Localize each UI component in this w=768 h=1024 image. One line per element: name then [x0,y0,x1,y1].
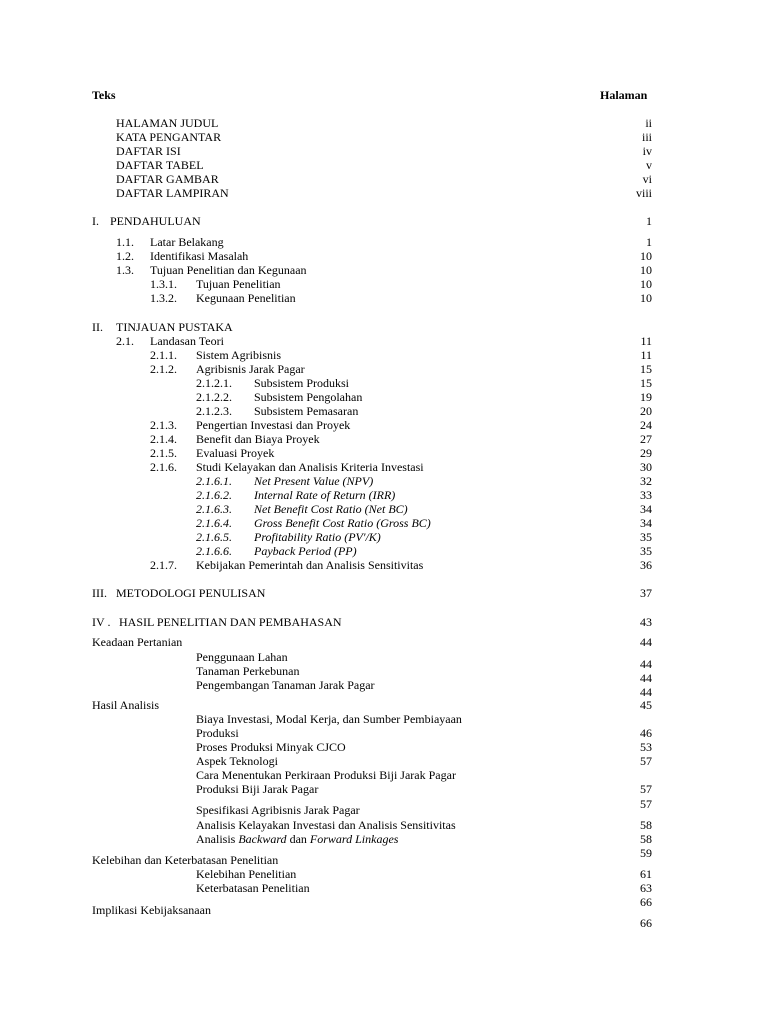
toc-entry-page: 15 [640,362,652,376]
toc-entry-number: 1.3.1. [150,277,177,291]
toc-entry-page: 34 [640,516,652,530]
toc-entry-page: viii [635,186,652,200]
toc-entry-title: Internal Rate of Return (IRR) [254,488,396,502]
toc-entry-title: Studi Kelayakan dan Analisis Kriteria Investasi [196,460,424,474]
toc-entry-title: Proses Produksi Minyak CJCO [196,740,346,754]
toc-entry-title: Subsistem Produksi [254,376,350,390]
toc-entry-title: Evaluasi Proyek [196,446,275,460]
toc-entry-number: III. [92,586,107,600]
toc-entry-page: 63 [640,881,652,895]
toc-entry-title: Kelebihan Penelitian [196,867,297,881]
toc-entry-page: 34 [640,502,652,516]
toc-entry-page: 1 [646,214,652,228]
toc-entry-page: 57 [640,797,652,811]
toc-entry-number: II. [92,320,103,334]
toc-entry-title: Keterbatasan Penelitian [196,881,310,895]
toc-entry-number: 2.1.6. [150,460,177,474]
toc-entry-page: 24 [640,418,652,432]
toc-entry-number: IV . [92,615,111,629]
toc-entry-number: 2.1.6.1. [196,474,232,488]
toc-entry-number: 2.1.6.6. [196,544,232,558]
toc-entry-page: 36 [640,558,652,572]
toc-entry-number: 2.1.4. [150,432,177,446]
toc-entry-page: 10 [640,249,652,263]
toc-entry-page: iv [642,144,652,158]
toc-entry-title: Produksi Biji Jarak Pagar [196,782,319,796]
toc-entry-title: Aspek Teknologi [196,754,278,768]
toc-entry-title: Analisis Kelayakan Investasi dan Analisis Sensitivitas [196,818,456,832]
toc-entry-page: 44 [640,635,652,649]
toc-entry-title: Gross Benefit Cost Ratio (Gross BC) [254,516,431,530]
toc-entry-title: Penggunaan Lahan [196,650,288,664]
toc-entry-title: HASIL PENELITIAN DAN PEMBAHASAN [119,615,342,629]
toc-entry-page: 27 [640,432,652,446]
toc-entry-number: 2.1.6.2. [196,488,232,502]
toc-entry-page: 35 [640,530,652,544]
toc-entry-page: 11 [640,334,652,348]
toc-entry-page: v [646,158,652,172]
toc-entry-title: Kegunaan Penelitian [196,291,296,305]
toc-entry-title: Cara Menentukan Perkiraan Produksi Biji Jarak Pagar [196,768,456,782]
toc-entry-page: vi [642,172,652,186]
toc-entry-page: 37 [640,586,652,600]
toc-entry-page: 20 [640,404,652,418]
toc-entry-page: 10 [640,263,652,277]
toc-entry-title: HALAMAN JUDUL [116,116,219,130]
toc-entry-page: 32 [640,474,652,488]
toc-entry-title: Agribisnis Jarak Pagar [196,362,305,376]
toc-entry-page: iii [641,130,652,144]
toc-entry-number: 2.1.2.2. [196,390,232,404]
toc-entry-page: 10 [640,277,652,291]
toc-entry-number: 2.1.2.3. [196,404,232,418]
toc-entry-title: Pengembangan Tanaman Jarak Pagar [196,678,375,692]
toc-entry-title: Tanaman Perkebunan [196,664,300,678]
toc-entry-page: 53 [640,740,652,754]
toc-entry-title: Net Benefit Cost Ratio (Net BC) [254,502,408,516]
toc-entry-page: 66 [640,916,652,930]
toc-entry-title: DAFTAR ISI [116,144,181,158]
toc-entry-number: 2.1.3. [150,418,177,432]
toc-entry-title: DAFTAR GAMBAR [116,172,219,186]
toc-entry-number: 1.3.2. [150,291,177,305]
toc-entry-title: Net Present Value (NPV) [254,474,374,488]
toc-entry-number: 1.1. [116,235,134,249]
toc-entry-page: 43 [640,615,652,629]
toc-entry-title: DAFTAR TABEL [116,158,204,172]
toc-entry-title: Identifikasi Masalah [150,249,249,263]
toc-entry-title: Implikasi Kebijaksanaan [92,903,211,917]
toc-entry-number: 2.1.2. [150,362,177,376]
header-teks: Teks [92,88,116,102]
toc-entry-number: 2.1.7. [150,558,177,572]
toc-entry-title: Landasan Teori [150,334,224,348]
toc-entry-page: 10 [640,291,652,305]
toc-entry-page: 46 [640,726,652,740]
toc-entry-title: PENDAHULUAN [110,214,201,228]
toc-entry-page: 58 [640,832,652,846]
toc-entry-page: 11 [640,348,652,362]
toc-entry-title: Hasil Analisis [92,698,160,712]
toc-entry-title: Benefit dan Biaya Proyek [196,432,320,446]
toc-entry-title: Sistem Agribisnis [196,348,282,362]
toc-entry-page: 19 [640,390,652,404]
toc-entry-title: METODOLOGI PENULISAN [116,586,266,600]
toc-entry-title: TINJAUAN PUSTAKA [116,320,233,334]
header-halaman: Halaman [600,88,648,102]
toc-entry-title: Kelebihan dan Keterbatasan Penelitian [92,853,279,867]
toc-entry-number: 2.1.6.3. [196,502,232,516]
toc-entry-page: 57 [640,754,652,768]
toc-entry-title: KATA PENGANTAR [116,130,222,144]
toc-entry-number: I. [92,214,99,228]
toc-entry-page: 59 [640,846,652,860]
toc-entry-page: 61 [640,867,652,881]
toc-entry-title: DAFTAR LAMPIRAN [116,186,229,200]
toc-entry-title: Subsistem Pengolahan [254,390,363,404]
toc-entry-number: 2.1. [116,334,134,348]
toc-entry-number: 1.3. [116,263,134,277]
toc-entry-page: 44 [640,685,652,699]
toc-entry-title: Keadaan Pertanian [92,635,183,649]
toc-entry-number: 1.2. [116,249,134,263]
toc-entry-page: 33 [640,488,652,502]
toc-entry-title: Pengertian Investasi dan Proyek [196,418,351,432]
toc-entry-title: Kebijakan Pemerintah dan Analisis Sensitivitas [196,558,424,572]
toc-entry-title: Profitability Ratio (PV'/K) [254,530,381,544]
toc-entry-title: Payback Period (PP) [254,544,357,558]
toc-entry-page: 57 [640,782,652,796]
toc-entry-number: 2.1.2.1. [196,376,232,390]
toc-entry-page: 1 [646,235,652,249]
toc-entry-number: 2.1.5. [150,446,177,460]
toc-entry-title: Tujuan Penelitian dan Kegunaan [150,263,307,277]
toc-entry-number: 2.1.6.4. [196,516,232,530]
toc-entry-title: Subsistem Pemasaran [254,404,359,418]
toc-entry-title: Produksi [196,726,239,740]
toc-entry-page: 45 [640,698,652,712]
toc-entry-title: Spesifikasi Agribisnis Jarak Pagar [196,803,360,817]
toc-entry-number: 2.1.6.5. [196,530,232,544]
toc-entry-page: 15 [640,376,652,390]
toc-entry-title: Tujuan Penelitian [196,277,281,291]
toc-entry-page: 58 [640,818,652,832]
toc-entry-page: ii [645,116,652,130]
toc-entry-page: 30 [640,460,652,474]
toc-entry-page: 66 [640,895,652,909]
toc-entry-page: 29 [640,446,652,460]
toc-entry-title: Latar Belakang [150,235,224,249]
toc-entry-analisis-linkages: Analisis Backward dan Forward Linkages [196,832,399,846]
toc-entry-page: 44 [640,671,652,685]
toc-entry-page: 35 [640,544,652,558]
toc-entry-title: Biaya Investasi, Modal Kerja, dan Sumber Pembiayaan [196,712,462,726]
toc-entry-page: 44 [640,657,652,671]
toc-entry-number: 2.1.1. [150,348,177,362]
